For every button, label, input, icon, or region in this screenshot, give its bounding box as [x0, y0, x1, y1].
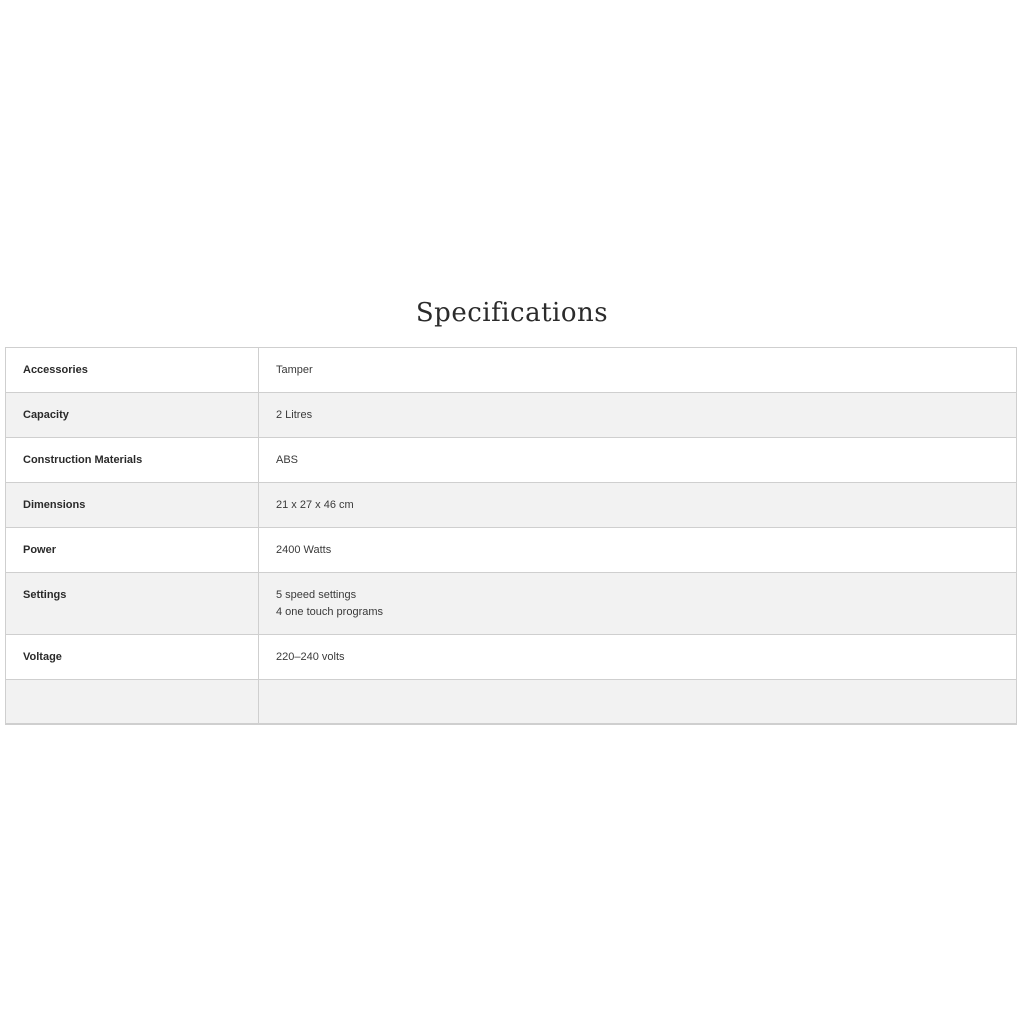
spec-value-line: 21 x 27 x 46 cm — [276, 499, 354, 511]
spec-value-line: 2 Litres — [276, 409, 313, 421]
table-row — [6, 483, 1017, 528]
table-row — [6, 438, 1017, 483]
spec-label: Capacity — [6, 393, 259, 438]
spec-label: Voltage — [6, 635, 259, 680]
spec-label: Dimensions — [6, 483, 259, 528]
spec-value-line: Tamper — [276, 364, 313, 376]
spec-label: Power — [6, 528, 259, 573]
spec-value — [259, 393, 1017, 438]
spec-label: Settings — [6, 573, 259, 635]
spec-value — [259, 635, 1017, 680]
spec-value — [259, 483, 1017, 528]
spec-label: Construction Materials — [6, 438, 259, 483]
page-title: Specifications — [415, 298, 609, 328]
table-row — [6, 573, 1017, 635]
table-row — [6, 348, 1017, 393]
table-row — [6, 393, 1017, 438]
spec-value — [259, 573, 1017, 635]
spec-value-line: 5 speed settings — [276, 589, 357, 601]
table-row — [6, 635, 1017, 680]
spec-label — [6, 680, 259, 724]
specifications-table — [5, 347, 1017, 725]
spec-value-line: 220–240 volts — [276, 651, 345, 663]
spec-value — [259, 528, 1017, 573]
spec-value — [259, 348, 1017, 393]
spec-value-line: ABS — [276, 454, 299, 466]
table-row — [6, 680, 1017, 724]
spec-value-line: 4 one touch programs — [276, 606, 384, 618]
spec-value-line: 2400 Watts — [276, 544, 332, 556]
spec-label: Accessories — [6, 348, 259, 393]
table-row — [6, 528, 1017, 573]
spec-value — [259, 438, 1017, 483]
spec-value — [259, 680, 1017, 724]
